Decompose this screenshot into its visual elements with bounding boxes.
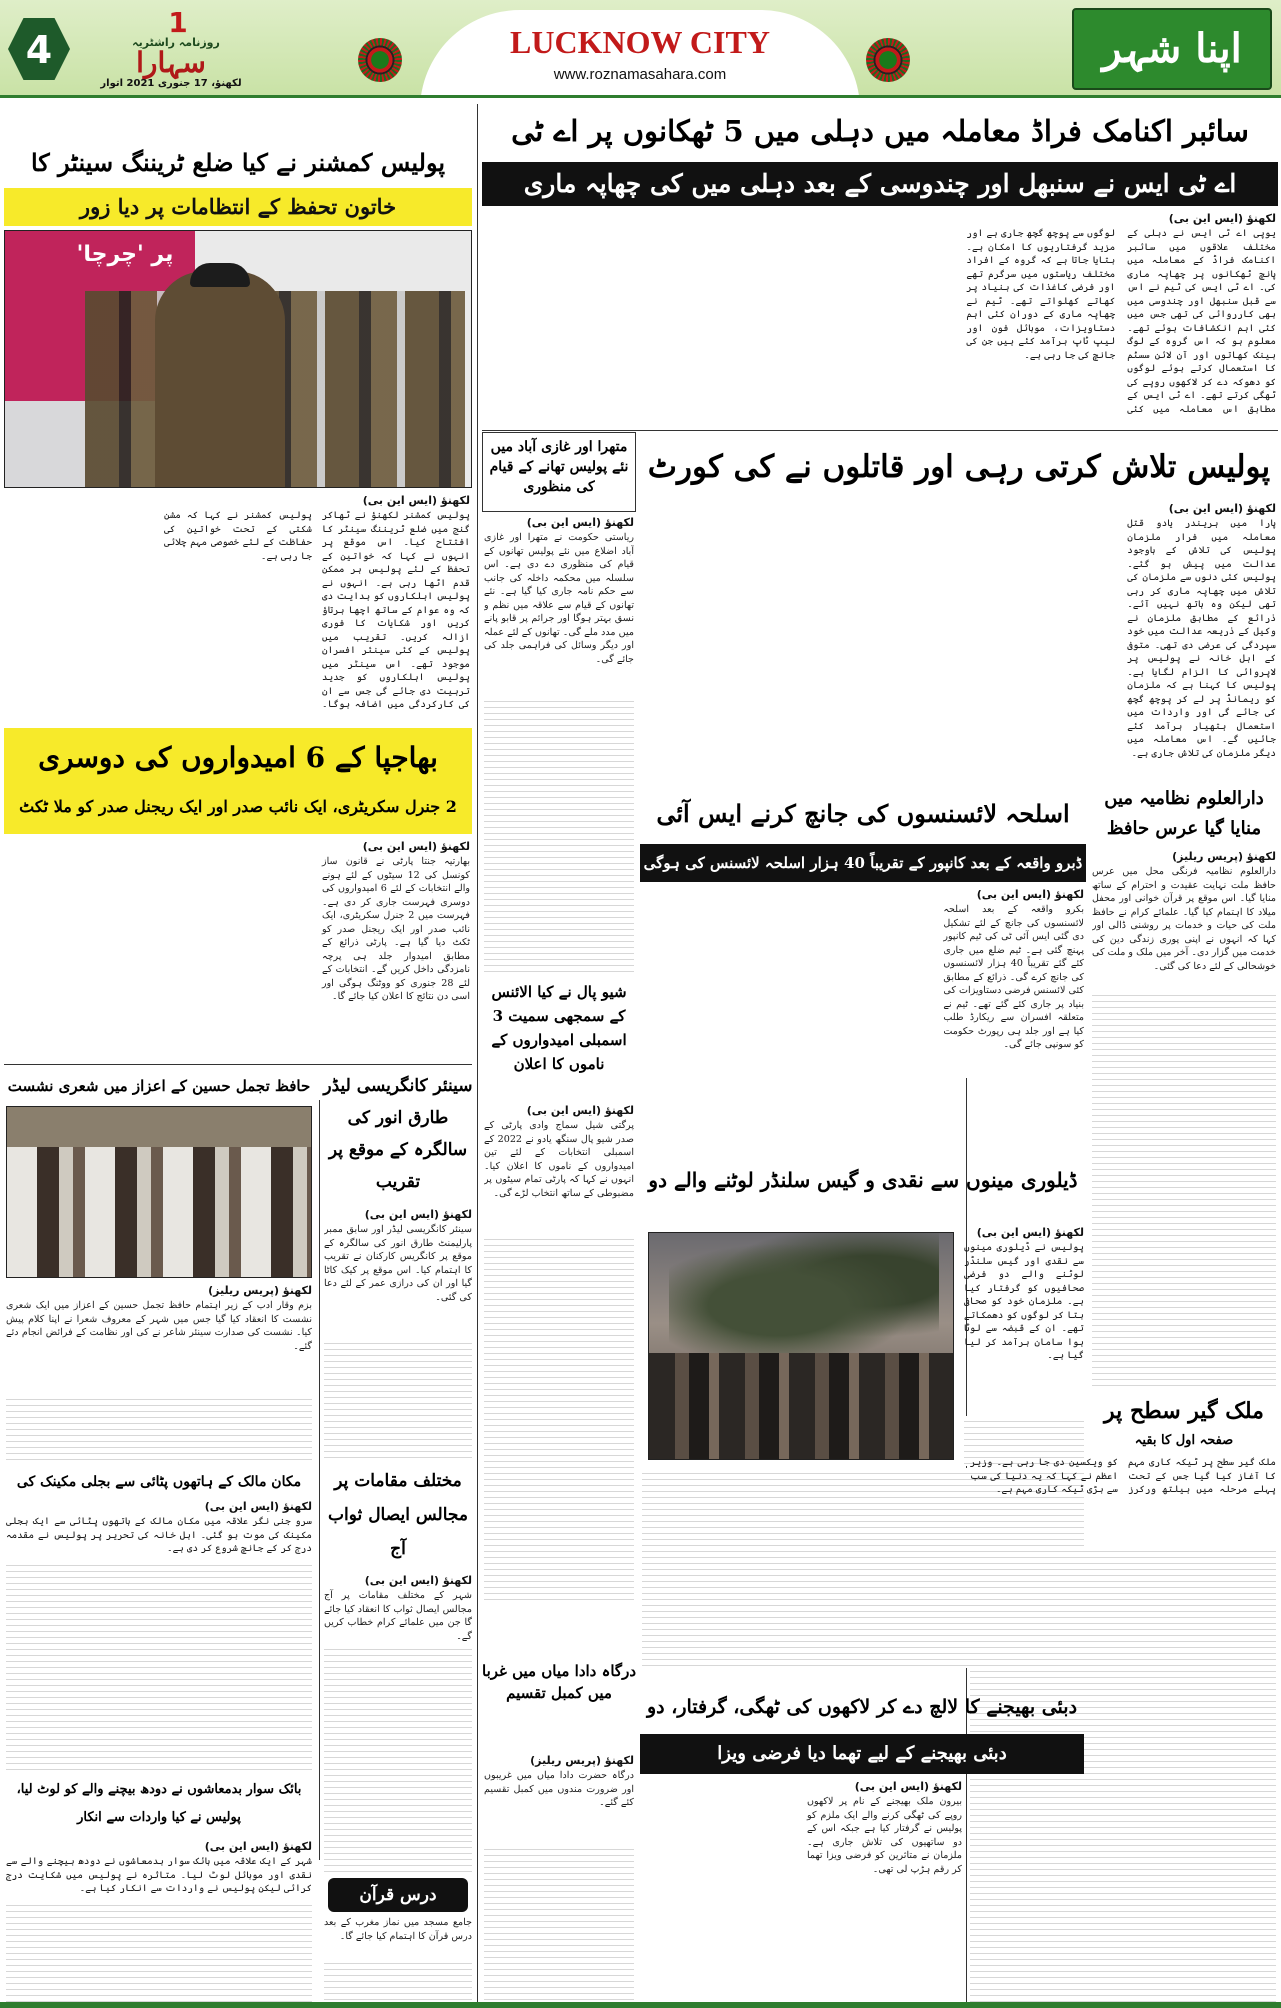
mechanic-headline: مکان مالک کے ہاتھوں پٹائی سے بجلی مکینک کی	[16, 1474, 302, 1490]
dargah-byline: لکھنؤ (پریس ریلیز)	[530, 1754, 634, 1767]
paper-logo	[76, 6, 266, 92]
gas-article	[964, 1226, 1084, 1466]
majalis-byline: لکھنؤ (ایس این بی)	[364, 1574, 472, 1587]
cyber-body: یوپی اے ٹی ایس نے دہلی کے مختلف علاقوں میں سائبر اکنامک فراڈ کے معاملہ میں پانچ ٹھکانوں پر چھاپہ ماری کی۔ اے ٹی ایس کی ٹیم نے اس سے قبل سنبھل اور چندوسی میں بھی کارروائی کی تھی جس میں کئی اہم انکشافات ہوئے تھے۔ معلوم ہو کہ اس گروہ کے لوگ بینک کھاتوں اور آن لائن سسٹم کا استعمال کرتے ہوئے لوگوں کو دھوکہ دے کر لاکھوں روپے کی ٹھگی کرتے تھے۔ اے ٹی ایس کے مطابق اس معاملہ میں کئی لوگوں سے پوچھ گچھ جاری ہے اور مزید گرفتاریوں کا امکان ہے۔ بتایا جاتا ہے کہ گروہ کے افراد مختلف ریاستوں میں سرگرم تھے اور فرضی کاغذات کی بنیاد پر کھاتے کھلواتے تھے۔ ٹیم نے چھاپہ ماری کے دوران کئی اہم دستاویزات، موبائل فون اور لیپ ٹاپ برآمد کئے ہیں جن کی جانچ کی جا رہی ہے۔	[966, 228, 1276, 415]
people-group	[649, 1353, 954, 1460]
shivpal-headline: شیو پال نے کیا الائنس کے سمجھی سمیت 3 اسمبلی امیدواروں کے ناموں کا اعلان	[491, 983, 627, 1073]
mushaira-headline: حافظ تجمل حسین کے اعزاز میں شعری نشست	[7, 1077, 311, 1095]
cyber-article	[484, 212, 1276, 428]
text-filler	[970, 1546, 1276, 2004]
darul-uloom-article	[1092, 850, 1276, 1390]
text-filler	[484, 1234, 634, 1604]
paper-name: سہارا	[136, 46, 206, 79]
mushaira-body: بزم وقار ادب کے زیر اہتمام حافظ تجمل حسین کے اعزاز میں ایک شعری نشست کا انعقاد کیا گیا جس میں شہر کے معروف شعرا نے اپنا کلام پیش کیا۔ نشست کی صدارت سینئر شاعر نے کی اور نظامت کے فرائض انجام دئے گئے۔	[6, 1300, 312, 1352]
text-filler	[6, 1394, 312, 1464]
people-row	[7, 1147, 312, 1278]
column-rule	[319, 1100, 320, 1860]
shivpal-article	[484, 1104, 634, 1604]
gas-byline: لکھنؤ (ایس این بی)	[976, 1226, 1084, 1239]
arms-body: بکرو واقعہ کے بعد اسلحہ لائسنسوں کی جانچ کے لئے تشکیل دی گئی ایس آئی ٹی کی ٹیم کانپور پہنچ گئی ہے۔ ٹیم ضلع میں جاری کئے گئے تقریباً 40 ہزار لائسنسوں کی جانچ کرے گی۔ ذرائع کے مطابق کئی لائسنس فرضی دستاویزات کی بنیاد پر جاری کئے گئے تھے۔ ٹیم نے متعلقہ افسران سے ریکارڈ طلب کیا ہے اور جلد ہی رپورٹ حکومت کو سونپی جائے گی۔	[943, 904, 1084, 1050]
majalis-headline: مختلف مقامات پر مجالس ایصال ثواب آج	[328, 1471, 468, 1559]
text-filler	[1092, 990, 1276, 1390]
dubai-article	[642, 1780, 962, 2004]
arms-article	[642, 888, 1084, 1138]
majalis-article	[324, 1574, 472, 1874]
bike-headline: بائک سوار بدمعاشوں نے دودھ بیچنے والے کو لوٹ لیا، پولیس نے کیا واردات سے انکار	[16, 1782, 302, 1825]
training-article	[6, 494, 470, 716]
dars-article	[324, 1916, 472, 2004]
police-station-article	[484, 516, 634, 976]
tariq-headline: سینئر کانگریسی لیڈر طارق انور کی سالگرہ کے موقع پر تقریب	[323, 1076, 473, 1192]
officer-center	[155, 271, 285, 488]
shivpal-body: پرگتی شیل سماج وادی پارٹی کے صدر شیو پال سنگھ یادو نے 2022 کے اسمبلی انتخابات کے لئے تین امیدواروں کے ناموں کا اعلان کیا۔ انہوں نے کہا کہ پارٹی تمام سیٹوں پر مضبوطی کے ساتھ انتخاب لڑے گی۔	[484, 1120, 634, 1199]
cyber-subhead: اے ٹی ایس نے سنبھل اور چندوسی کے بعد دہلی میں کی چھاپہ ماری	[482, 162, 1278, 206]
logo-ribbon-1-icon: 1	[168, 8, 188, 38]
court-byline: لکھنؤ (ایس این بی)	[1168, 502, 1276, 515]
gas-headline: ڈیلوری مینوں سے نقدی و گیس سلنڈر لوٹنے والے دو	[648, 1168, 1078, 1192]
section-rule	[4, 1064, 472, 1065]
banner-text: پر 'چرچا'	[76, 242, 174, 267]
section-rule	[482, 430, 1278, 431]
dargah-headline: درگاہ دادا میاں میں غربا میں کمبل تقسیم	[482, 1662, 636, 1702]
arms-headline: اسلحہ لائسنسوں کی جانچ کرنے ایس آئی	[656, 799, 1070, 828]
malik-headline: ملک گیر سطح پر	[1104, 1398, 1264, 1424]
police-station-body: ریاستی حکومت نے متھرا اور غازی آباد اضلاع میں نئے پولیس تھانوں کے قیام کی منظوری دے دی ہے۔ اس سلسلہ میں محکمہ داخلہ کی جانب سے حکم نامہ جاری کیا گیا ہے۔ نئے تھانوں کے قیام سے علاقہ میں نظم و نسق بہتر ہوگا اور جرائم پر قابو پانے میں مدد ملے گی۔ تھانوں کے لئے عملہ اور دیگر وسائل کی فراہمی جلد کی جائے گی۔	[484, 532, 634, 665]
sun-emblem-right-icon	[866, 38, 910, 82]
dars-headline: درس قرآن	[328, 1878, 468, 1912]
text-filler	[324, 1958, 472, 2004]
mushaira-photo	[6, 1106, 312, 1278]
mushaira-article	[6, 1284, 312, 1464]
training-byline: لکھنؤ (ایس این بی)	[362, 494, 470, 507]
shivpal-byline: لکھنؤ (ایس این بی)	[526, 1104, 634, 1117]
malik-body: ملک گیر سطح پر ٹیکہ کاری مہم کا آغاز کیا گیا جس کے تحت پہلے مرحلہ میں ہیلتھ ورکرز کو ویکسین دی جا رہی ہے۔ وزیر اعظم نے کہا کہ یہ دنیا کی سب سے بڑی ٹیکہ کاری مہم ہے۔	[970, 1457, 1276, 1495]
bjp-headline: بھاجپا کے 6 امیدواروں کی دوسری	[38, 741, 438, 774]
text-filler	[6, 1560, 312, 1772]
darul-uloom-body: دارالعلوم نظامیہ فرنگی محل میں عرس حافظ ملت نہایت عقیدت و احترام کے ساتھ منایا گیا۔ اس موقع پر قرآن خوانی اور محفل میلاد کا اہتمام کیا گیا۔ علمائے کرام نے حافظ ملت کی حیات و خدمات پر روشنی ڈالی اور کہا کہ انہوں نے اپنی پوری زندگی دین کی خدمت میں گزار دی۔ آخر میں ملک و ملت کی خوشحالی کے لئے دعا کی گئی۔	[1092, 866, 1276, 972]
tariq-body: سینئر کانگریسی لیڈر اور سابق ممبر پارلیمنٹ طارق انور کی سالگرہ کے موقع پر کانگریس کارکنان نے تقریب کا اہتمام کیا۔ اس موقع پر کیک کاٹا گیا اور ان کی درازی عمر کے لئے دعا کی گئی۔	[324, 1224, 472, 1303]
text-filler	[324, 1338, 472, 1458]
malik-subhead: صفحہ اول کا بقیہ	[1134, 1433, 1234, 1448]
gas-photo	[648, 1232, 954, 1460]
tariq-article	[324, 1208, 472, 1458]
court-headline: پولیس تلاش کرتی رہی اور قاتلوں نے کی کورٹ	[647, 449, 1271, 485]
training-headline: پولیس کمشنر نے کیا ضلع ٹریننگ سینٹر کا	[30, 148, 446, 177]
darul-uloom-headline: دارالعلوم نظامیہ میں منایا گیا عرس حافظ	[1104, 788, 1264, 839]
edition-date: لکھنؤ، 17 جنوری 2021 اتوار	[100, 78, 242, 89]
officer-cap	[190, 263, 250, 287]
training-photo	[4, 230, 472, 488]
bjp-subhead: 2 جنرل سکریٹری، ایک نائب صدر اور ایک ریجنل صدر کو ملا ٹکٹ	[19, 797, 457, 816]
text-filler	[484, 696, 634, 976]
training-subhead: خاتون تحفظ کے انتظامات پر دیا زور	[4, 188, 472, 226]
arms-subhead: ڈبرو واقعہ کے بعد کانپور کے تقریباً 40 ہزار اسلحہ لائسنس کی ہوگی	[640, 844, 1086, 882]
dargah-article	[484, 1754, 634, 2004]
police-station-byline: لکھنؤ (ایس این بی)	[526, 516, 634, 529]
bjp-byline: لکھنؤ (ایس این بی)	[362, 840, 470, 853]
city-label: اپنا شہر	[1102, 25, 1242, 72]
column-rule	[477, 104, 478, 2004]
cyber-byline: لکھنؤ (ایس این بی)	[1168, 212, 1276, 225]
paper-tag: روزنامہ راشٹریہ	[132, 36, 220, 49]
cyber-headline: سائبر اکنامک فراڈ معاملہ میں دہلی میں 5 ٹھکانوں پر اے ٹی	[511, 114, 1249, 148]
text-filler	[324, 1644, 472, 1874]
dubai-subhead: دبئی بھیجنے کے لیے تھما دیا فرضی ویزا	[640, 1734, 1084, 1774]
tree	[669, 1233, 939, 1353]
mushaira-byline: لکھنؤ (پریس ریلیز)	[208, 1284, 312, 1297]
section-title: LUCKNOW CITY	[510, 24, 770, 60]
dubai-headline: دبئی بھیجنے کا لالچ دے کر لاکھوں کی ٹھگی، گرفتار، دو	[646, 1696, 1078, 1718]
arms-byline: لکھنؤ (ایس این بی)	[976, 888, 1084, 901]
darul-uloom-byline: لکھنؤ (پریس ریلیز)	[1172, 850, 1276, 863]
training-body: پولیس کمشنر لکھنؤ نے ٹھاکر گنج میں ضلع ٹریننگ سینٹر کا افتتاح کیا۔ اس موقع پر انہوں نے کہا کہ خواتین کے تحفظ کے لئے پولیس ہر ممکن قدم اٹھا رہی ہے۔ انہوں نے پولیس اہلکاروں کو ہدایت دی کہ وہ عوام کے ساتھ اچھا برتاؤ کریں اور شکایات کا فوری ازالہ کریں۔ تقریب میں پولیس کے کئی سینئر افسران موجود تھے۔ اس سینٹر میں پولیس اہلکاروں کو جدید تربیت دی جائے گی جس سے ان کی کارکردگی میں اضافہ ہوگا۔ پولیس کمشنر نے کہا کہ مشن شکتی کے تحت خواتین کی حفاظت کے لئے خصوصی مہم چلائی جا رہی ہے۔	[164, 510, 470, 710]
sun-emblem-left-icon	[358, 38, 402, 82]
police-station-headline: متھرا اور غازی آباد میں نئے پولیس تھانے کے قیام کی منظوری	[482, 432, 636, 512]
mechanic-body: سرو جنی نگر علاقہ میں مکان مالک کے ہاتھوں پٹائی سے ایک بجلی مکینک کی موت ہو گئی۔ اہل خانہ کی تحریر پر پولیس نے مقدمہ درج کر کے جانچ شروع کر دی ہے۔	[6, 1516, 312, 1554]
mechanic-byline: لکھنؤ (ایس این بی)	[204, 1500, 312, 1513]
bike-article	[6, 1840, 312, 2004]
bike-body: شہر کے ایک علاقہ میں بائک سوار بدمعاشوں نے دودھ بیچنے والے سے نقدی اور موبائل لوٹ لیا۔ متاثرہ نے پولیس میں شکایت درج کرائی لیکن پولیس نے واردات سے انکار کیا ہے۔	[6, 1856, 312, 1894]
tariq-byline: لکھنؤ (ایس این بی)	[364, 1208, 472, 1221]
dargah-body: درگاہ حضرت دادا میاں میں غریبوں اور ضرورت مندوں میں کمبل تقسیم کئے گئے۔	[484, 1770, 634, 1808]
page-footer-rule	[0, 2002, 1281, 2008]
mechanic-article	[6, 1500, 312, 1772]
page-number: 4	[25, 28, 53, 72]
gas-body: پولیس نے ڈیلوری مینوں سے نقدی اور گیس سلنڈر لوٹنے والے دو فرضی صحافیوں کو گرفتار کیا ہے۔ ملزمان خود کو صحافی بتا کر لوگوں کو دھمکاتے تھے۔ ان کے قبضہ سے لوٹا ہوا سامان برآمد کر لیا گیا ہے۔	[964, 1242, 1084, 1361]
dars-body: جامع مسجد میں نماز مغرب کے بعد درس قرآن کا اہتمام کیا جائے گا۔	[324, 1917, 472, 1942]
dubai-body: بیرون ملک بھیجنے کے نام پر لاکھوں روپے کی ٹھگی کرنے والے ایک ملزم کو پولیس نے گرفتار کیا ہے جبکہ اس کے دو ساتھیوں کی تلاش جاری ہے۔ ملزمان نے متاثرین کو فرضی ویزا تھما کر رقم ہڑپ لی تھی۔	[807, 1796, 962, 1875]
text-filler	[6, 1900, 312, 2004]
majalis-body: شہر کے مختلف مقامات پر آج مجالس ایصال ثواب کا انعقاد کیا جائے گا جن میں علمائے کرام خطاب کریں گے۔	[324, 1590, 472, 1642]
dubai-byline: لکھنؤ (ایس این بی)	[854, 1780, 962, 1793]
bjp-body: بھارتیہ جنتا پارٹی نے قانون ساز کونسل کی 12 سیٹوں کے لئے ہونے والے انتخابات کے لئے 6 امیدواروں کی دوسری فہرست جاری کر دی ہے۔ فہرست میں 2 جنرل سکریٹری، ایک نائب صدر اور ایک ریجنل صدر کو ٹکٹ دیا گیا ہے۔ پارٹی ذرائع کے مطابق امیدوار جلد ہی پرچہ نامزدگی داخل کریں گے۔ انتخابات کے لئے 28 جنوری کو ووٹنگ ہوگی اور اسی دن نتائج کا اعلان کیا جائے گا۔	[322, 856, 470, 1002]
court-body: پارا میں ہریندر یادو قتل معاملہ میں فرار ملزمان پولیس کی تلاش کے باوجود عدالت میں پیش ہو گئے۔ پولیس کئی دنوں سے ملزمان کی تلاش میں چھاپہ ماری کر رہی تھی لیکن وہ ہاتھ نہیں آئے۔ ذرائع کے مطابق ملزمان نے وکیل کے ذریعہ عدالت میں خود سپردگی کی عرضی دی تھی۔ متوفی کے اہل خانہ نے پولیس پر لاپروائی کا الزام لگایا ہے۔ پولیس کا کہنا ہے کہ ملزمان کو ریمانڈ پر لے کر پوچھ گچھ کی جائے گی اور واردات میں استعمال ہتھیار برآمد کئے جائیں گے۔ اس معاملہ میں دیگر ملزمان کی تلاش جاری ہے۔	[1127, 518, 1276, 759]
masthead	[0, 0, 1281, 98]
bike-byline: لکھنؤ (ایس این بی)	[204, 1840, 312, 1853]
bjp-article	[6, 840, 470, 1060]
website: www.roznamasahara.com	[553, 66, 727, 83]
text-filler	[484, 1844, 634, 2004]
